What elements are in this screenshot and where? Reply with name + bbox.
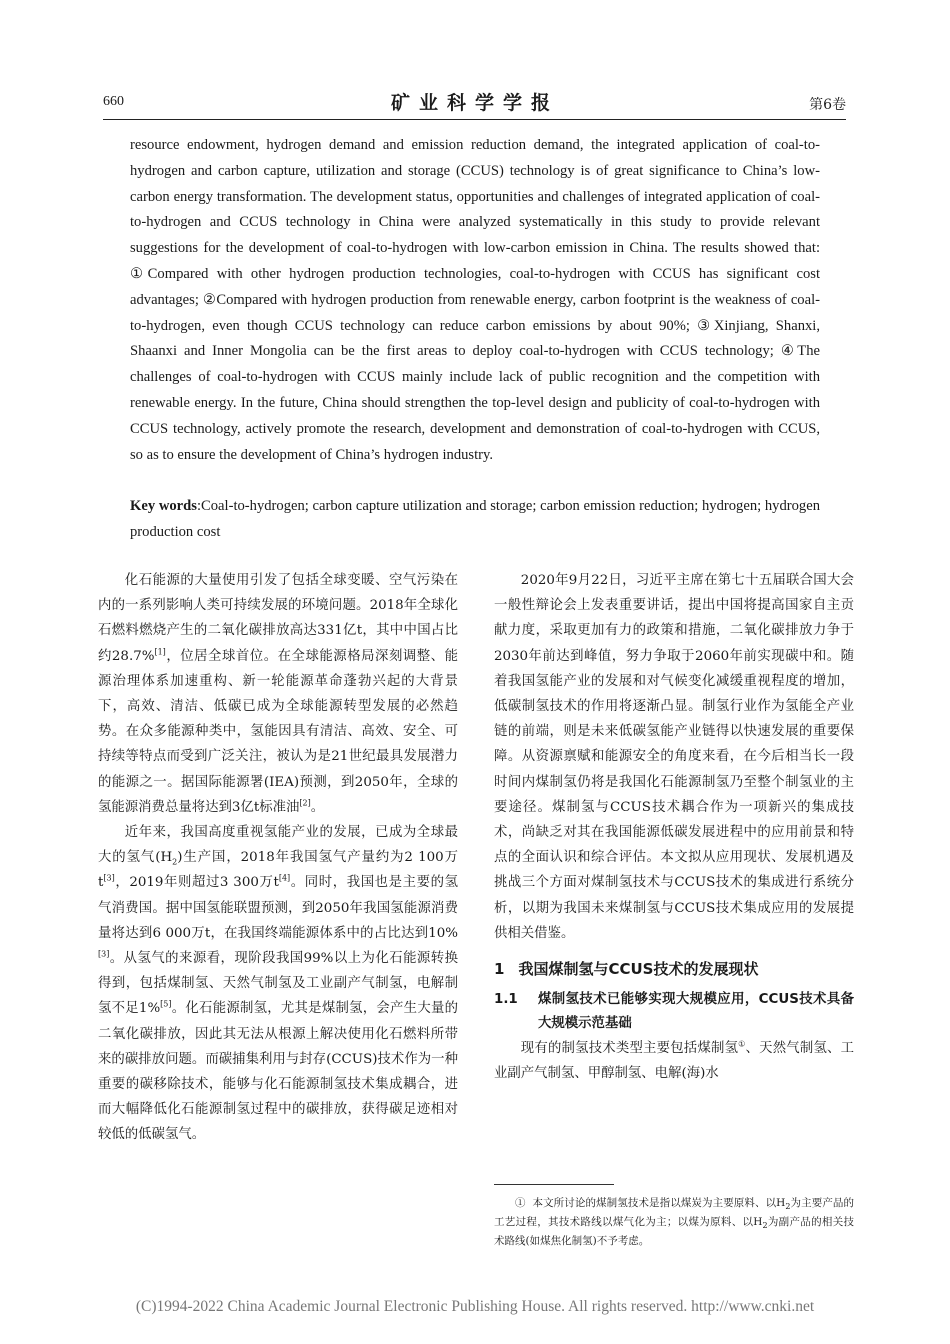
volume-label: 第6卷: [809, 97, 846, 113]
text-run: 现有的制氢技术类型主要包括煤制氢: [520, 1041, 739, 1057]
section-heading: [494, 956, 854, 982]
citation-ref: [2]: [299, 798, 311, 808]
subscript: 2: [762, 1221, 768, 1231]
text-run: 、天然气制氢、工业副产气制氢、甲醇制氢、电解(海)水: [494, 1041, 855, 1082]
paragraph: [98, 820, 458, 1148]
subsection-heading: [494, 988, 854, 1036]
text-run: )生产国，2018年我国氢气产量约为2 100万t: [98, 850, 459, 891]
page-number: 660: [103, 94, 124, 109]
keywords-label: Key words: [130, 498, 197, 514]
section-number: 1: [494, 960, 505, 979]
citation-ref: [5]: [160, 999, 172, 1009]
left-column: [98, 568, 458, 1148]
keywords-list: Coal-to-hydrogen; carbon capture utilization and storage; carbon emission reduction; hydrogen; hydrogen production cost: [130, 498, 821, 540]
text-run: 化石能源的大量使用引发了包括全球变暖、空气污染在内的一系列影响人类可持续发展的环境问题。2018年全球化石燃料燃烧产生的二氧化碳排放高达331亿t，其中中国占比约28.7%: [98, 573, 458, 664]
text-run: 。: [310, 799, 325, 815]
header-rule: [103, 119, 846, 120]
citation-ref: [4]: [278, 873, 291, 883]
copyright-notice: (C)1994-2022 China Academic Journal Electronic Publishing House. All rights reserved. http://www.cnki.net: [135, 1298, 815, 1315]
text-run: 为主要产品的工艺过程，其技术路线以煤气化为主；以煤为原料、以H: [494, 1197, 855, 1228]
abstract-text: resource endowment, hydrogen demand and emission reduction demand, the integrated application of coal-to-hydrogen and carbon capture, utilization and storage (CCUS) technology is of great significance to China’s low-carbon energy transformation. The development status, opportunities and challenges of integrated application of coal-to-hydrogen and CCUS technology in China were analyzed systematically in this study to provide relevant suggestions for the development of coal-to-hydrogen with low-carbon emission in China. The results showed that: ①Compared with other hydrogen production technologies, coal-to-hydrogen with CCUS has significant cost advantages; ②Compared with hydrogen production from renewable energy, carbon footprint is the weakness of coal-to-hydrogen, even though CCUS technology can reduce carbon emissions by about 90%; ③Xinjiang, Shanxi, Shaanxi and Inner Mongolia can be the first areas to deploy coal-to-hydrogen with CCUS technology; ④The challenges of coal-to-hydrogen with CCUS mainly include lack of public recognition and the competition with renewable energy. In the future, China should strengthen the top-level design and publicity of coal-to-hydrogen with CCUS technology, actively promote the research, development and demonstration of coal-to-hydrogen with CCUS, so as to ensure the development of China’s hydrogen industry.: [130, 137, 820, 463]
paragraph: [494, 1036, 854, 1086]
footnote-mark: ①: [515, 1197, 526, 1209]
text-run: 近年来，我国高度重视氢能产业的发展，已成为全球最大的氢气(H: [98, 825, 458, 866]
subscript: 2: [172, 857, 178, 867]
right-column: [494, 568, 854, 1086]
journal-title: 矿业科学学报: [390, 92, 559, 114]
text-run: 为副产品的相关技术路线(如煤焦化制氢)不予考虑。: [494, 1216, 854, 1247]
keywords-separator: :: [196, 498, 202, 514]
text-run: 。同时，我国也是主要的氢气消费国。据中国氢能联盟预测，到2050年我国氢能源消费量将达到6 000万t，在我国终端能源体系中的占比达到10%: [98, 875, 459, 941]
subsection-title: 煤制氢技术已能够实现大规模应用，CCUS技术具备大规模示范基础: [538, 992, 854, 1032]
citation-ref: [3]: [98, 949, 110, 959]
footnote-ref: ①: [738, 1039, 746, 1049]
subsection-number: 1.1: [494, 992, 518, 1008]
footnote-rule: [494, 1184, 614, 1185]
keywords: [130, 494, 820, 546]
text-run: 。从氢气的来源看，现阶段我国99%以上为化石能源转换得到，包括煤制氢、天然气制氢及工业副产气制氢，电解制氢不足1%: [98, 951, 458, 1017]
paragraph: 2020年9月22日，习近平主席在第七十五届联合国大会一般性辩论会上发表重要讲话，提出中国将提高国家自主贡献力度，采取更加有力的政策和措施，二氧化碳排放力争于2030年前达到峰值，努力争取于2060年前实现碳中和。随着我国氢能产业的发展和对气候变化减缓重视程度的增加，低碳制氢技术的作用将逐渐凸显。制氢行业作为氢能全产业链的前端，则是未来低碳氢能产业链得以快速发展的重要保障。从资源禀赋和能源安全的角度来看，在今后相当长一段时间内煤制氢仍将是我国化石能源制氢乃至整个制氢业的主要途径。煤制氢与CCUS技术耦合作为一项新兴的集成技术，尚缺乏对其在我国能源低碳发展进程中的应用前景和特点的全面认识和综合评估。本文拟从应用现状、发展机遇及挑战三个方面对煤制氢技术与CCUS技术的集成进行系统分析，以期为我国未来煤制氢与CCUS技术集成应用的发展提供相关借鉴。: [494, 573, 854, 941]
citation-ref: [3]: [103, 873, 115, 883]
paragraph: [98, 568, 458, 820]
subscript: 2: [785, 1202, 791, 1212]
section-title: 我国煤制氢与CCUS技术的发展现状: [518, 960, 759, 979]
text-run: ，位居全球首位。在全球能源格局深刻调整、能源治理体系加速重构、新一轮能源革命蓬勃兴起的大背景下，高效、清洁、低碳已成为全球能源转型发展的必然趋势。在众多能源种类中，氢能因具有清洁、高效、安全、可持续等特点而受到广泛关注，被认为是21世纪最具发展潜力的能源之一。据国际能源署(IEA)预测，到2050年，全球的氢能源消费总量将达到3亿t标准油: [98, 648, 458, 815]
text-run: 。化石能源制氢，尤其是煤制氢，会产生大量的二氧化碳排放，因此其无法从根源上解决使用化石燃料所带来的碳排放问题。而碳捕集利用与封存(CCUS)技术作为一种重要的碳移除技术，能够与化石能源制氢技术集成耦合，进而大幅降低化石能源制氢过程中的碳排放，获得碳足迹相对较低的低碳氢气。: [98, 1001, 458, 1143]
citation-ref: [1]: [154, 647, 166, 657]
text-run: 本文所讨论的煤制氢技术是指以煤炭为主要原料、以H: [532, 1197, 786, 1209]
footnote: [494, 1194, 854, 1251]
text-run: ，2019年则超过3 300万t: [114, 875, 279, 891]
